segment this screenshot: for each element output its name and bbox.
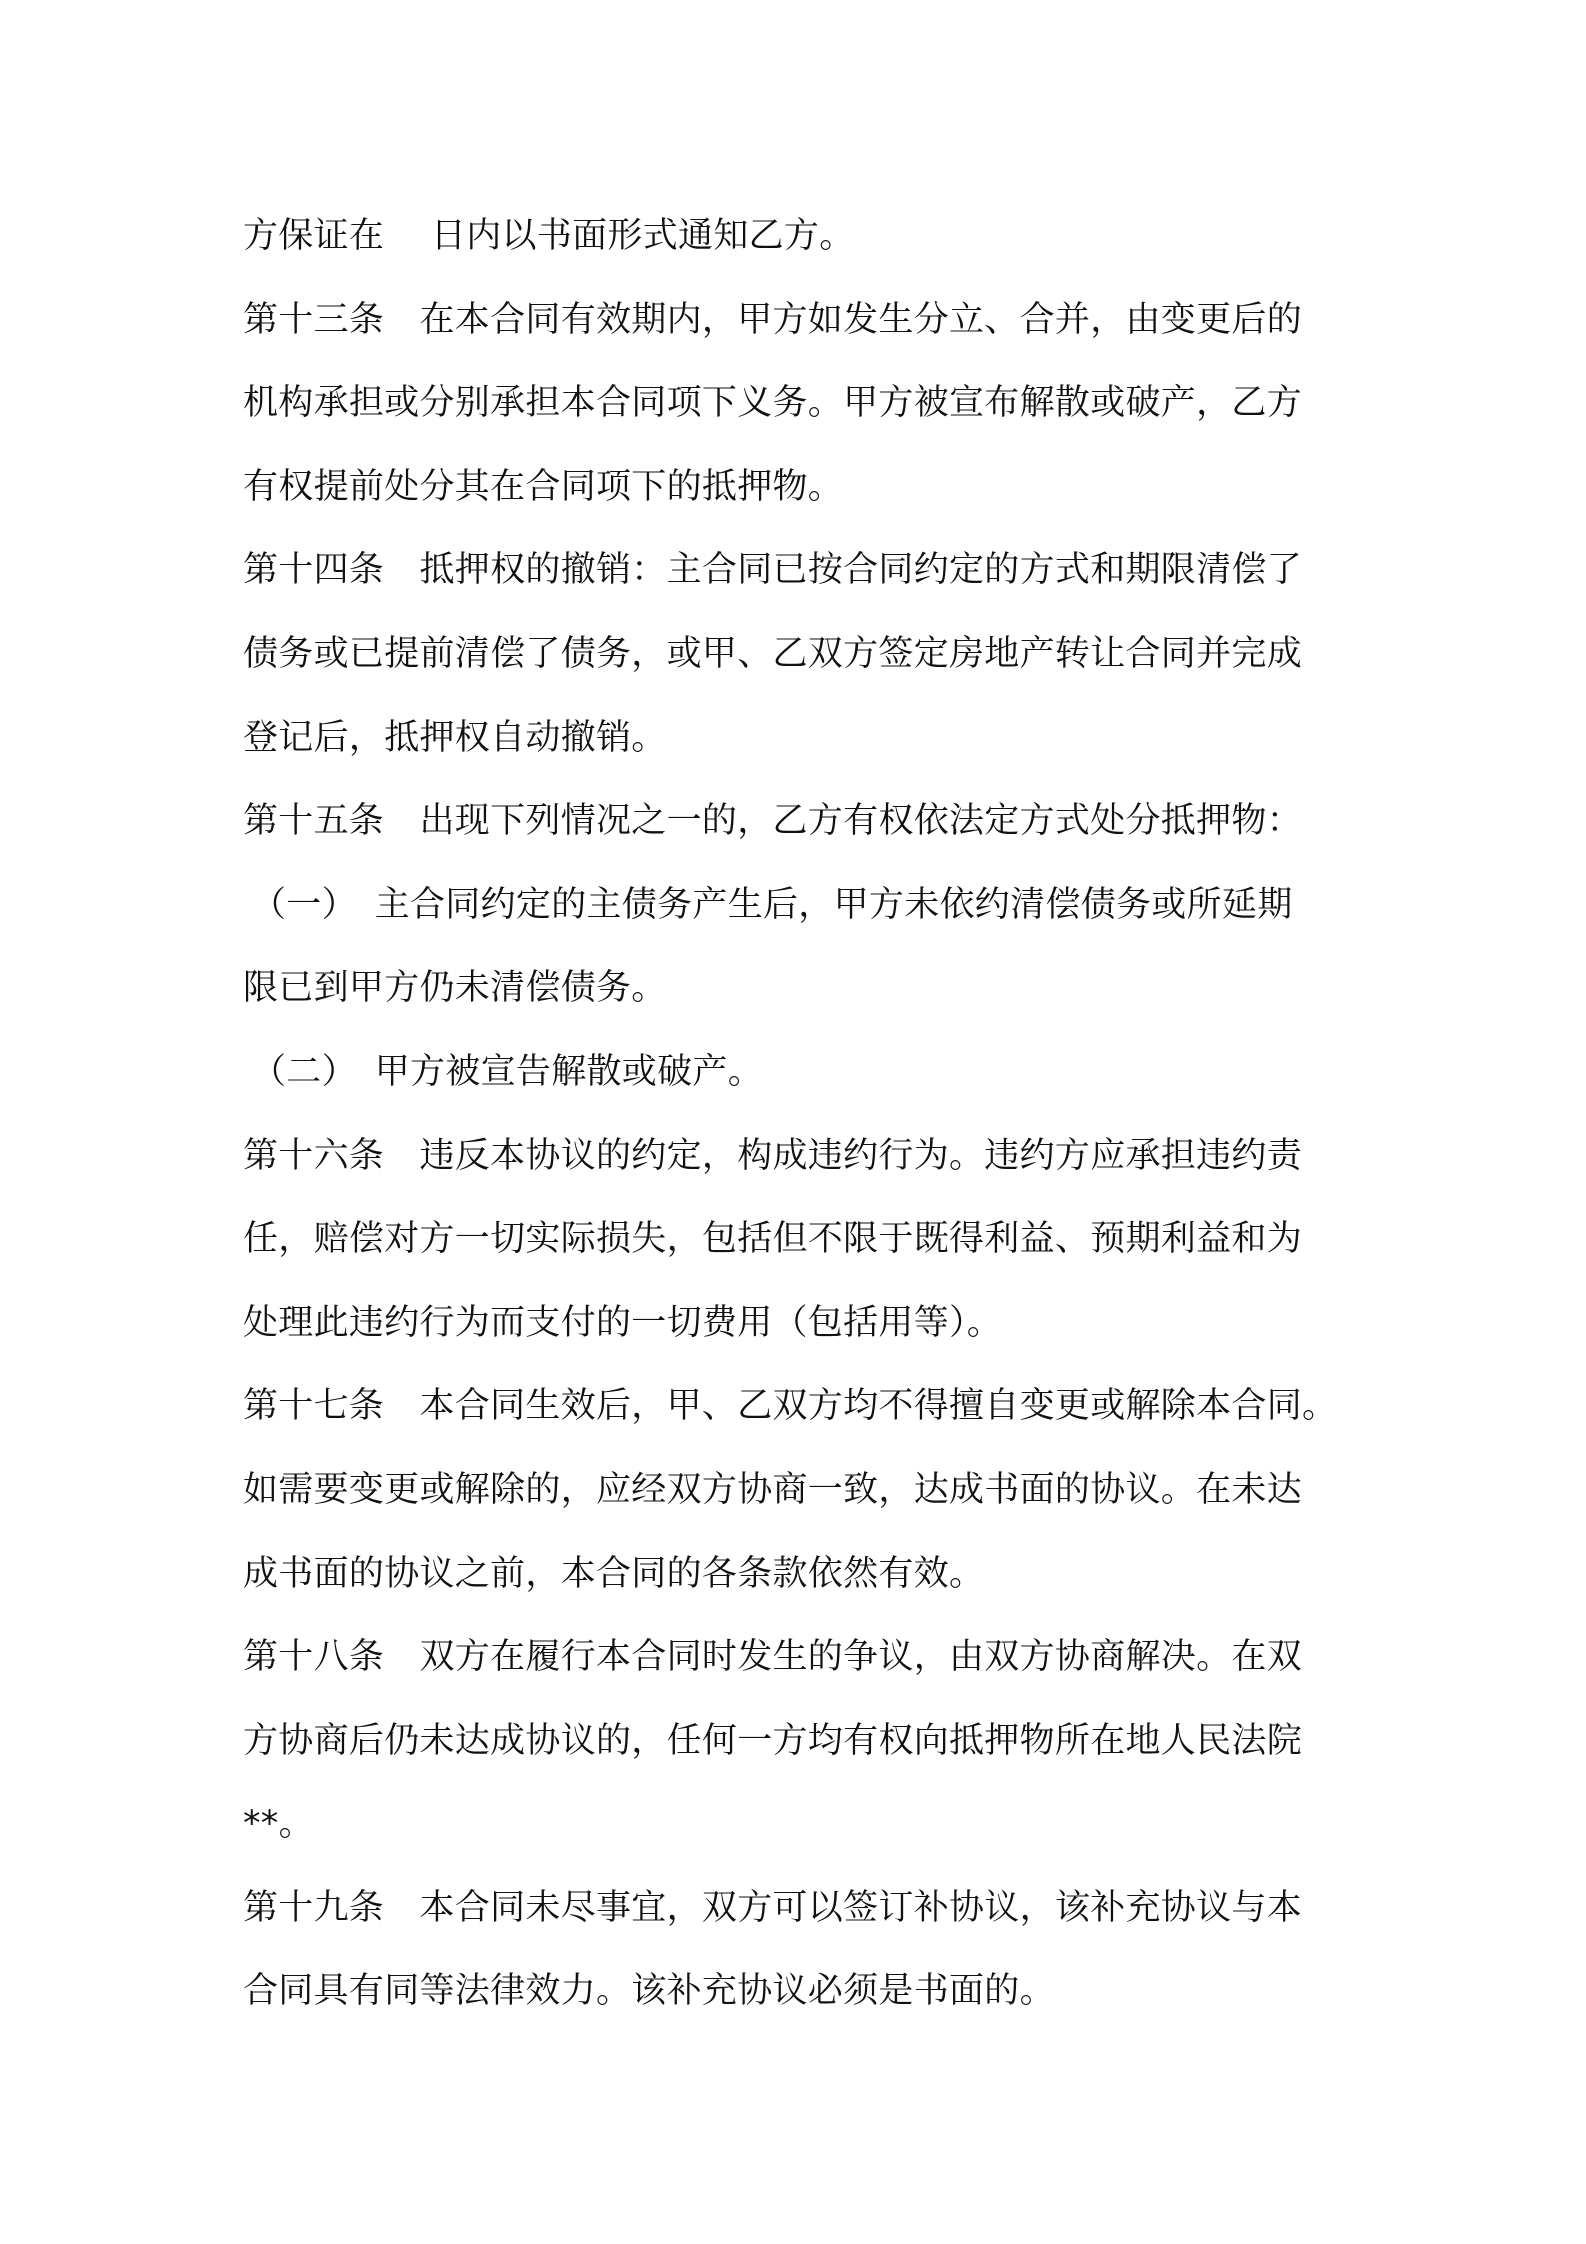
text-line: 第十六条 违反本协议的约定，构成违约行为。违约方应承担违约责 [243,1135,1303,1176]
text-line: 限已到甲方仍未清偿债务。 [243,968,667,1009]
text-line: **。 [243,1804,314,1845]
text-line: 如需要变更或解除的，应经双方协商一致，达成书面的协议。在未达 [243,1469,1303,1510]
text-line: 任，赔偿对方一切实际损失，包括但不限于既得利益、预期利益和为 [243,1219,1303,1260]
text-line: 第十三条 在本合同有效期内，甲方如发生分立、合并，由变更后的 [243,299,1303,340]
text-line: 第十八条 双方在履行本合同时发生的争议，由双方协商解决。在双 [243,1637,1303,1678]
contract-text [243,195,1353,2034]
text-line: 成书面的协议之前，本合同的各条款依然有效。 [243,1553,985,1594]
text-line: 第十七条 本合同生效后，甲、乙双方均不得擅自变更或解除本合同。 [243,1386,1338,1427]
text-line: 第十五条 出现下列情况之一的，乙方有权依法定方式处分抵押物： [243,801,1303,842]
text-line: （一） 主合同约定的主债务产生后，甲方未依约清偿债务或所延期 [251,884,1293,925]
text-line: 登记后，抵押权自动撤销。 [243,717,667,758]
text-line: （二） 甲方被宣告解散或破产。 [251,1051,764,1092]
text-line: 处理此违约行为而支付的一切费用（包括用等）。 [243,1302,1003,1343]
text-line: 第十四条 抵押权的撤销：主合同已按合同约定的方式和期限清偿了 [243,550,1303,591]
text-line: 方协商后仍未达成协议的，任何一方均有权向抵押物所在地人民法院 [243,1720,1303,1761]
text-line: 机构承担或分别承担本合同项下义务。甲方被宣布解散或破产，乙方 [243,383,1303,424]
text-line: 有权提前处分其在合同项下的抵押物。 [243,466,844,507]
text-line: 合同具有同等法律效力。该补充协议必须是书面的。 [243,1971,1055,2012]
text-line: 方保证在 日内以书面形式通知乙方。 [243,216,855,256]
text-line: 第十九条 本合同未尽事宜，双方可以签订补协议，该补充协议与本 [243,1887,1303,1928]
text-line: 债务或已提前清偿了债务，或甲、乙双方签定房地产转让合同并完成 [243,633,1303,674]
